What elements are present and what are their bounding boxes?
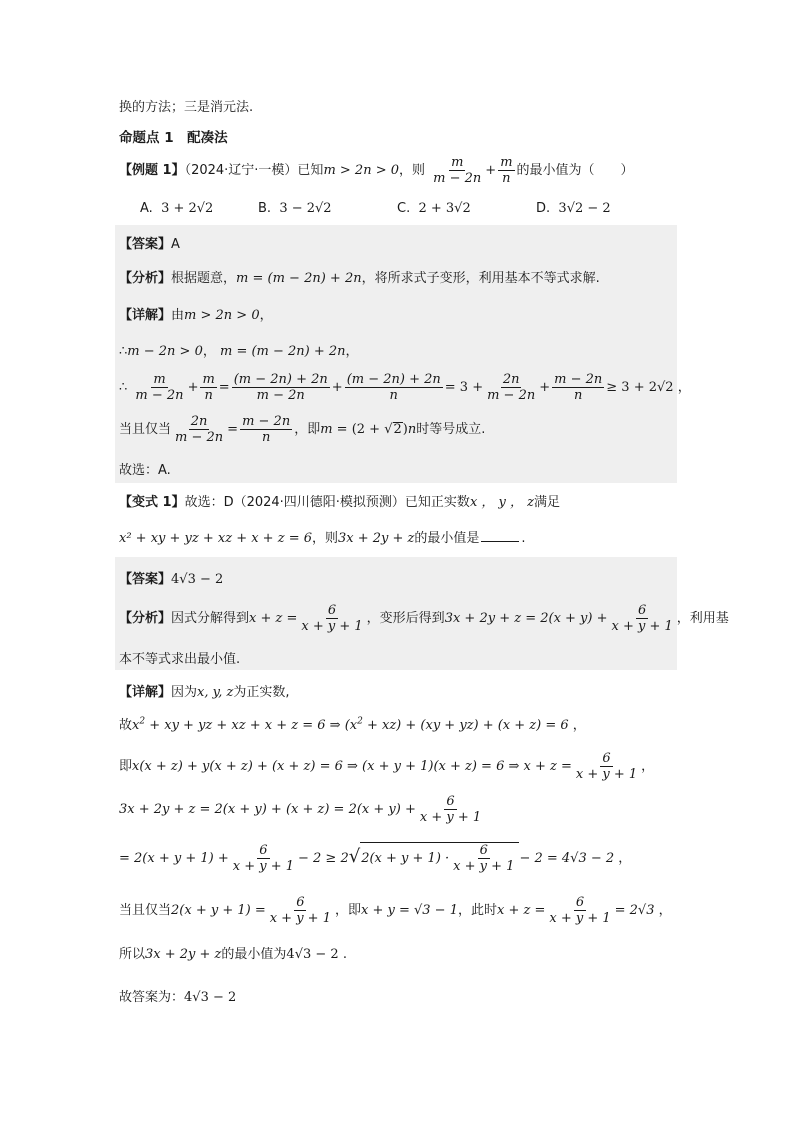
variant1-question-line1: 【变式 1】故选：D（2024·四川德阳·模拟预测）已知正实数x ， y ， z满足 — [119, 495, 561, 510]
example1-choose: 故选：A. — [119, 463, 171, 478]
variant1-final: 故答案为：4√3 − 2 — [119, 990, 237, 1005]
variant1-step6: 所以3x + 2y + z的最小值为4√3 − 2 . — [119, 947, 347, 962]
expr-fraction: $\frac{m}{n}$ — [500, 155, 513, 186]
example1-suffix: 的最小值为（ ） — [516, 163, 634, 178]
example1-answer: 【答案】A — [119, 237, 180, 252]
intro-line: 换的方法；三是消元法. — [119, 100, 254, 115]
example1-step3: ∴ $\frac{m}{m - 2n}$ + $\frac{m}{n}$ = $\frac{(m - 2n) + 2n}{m - 2n}$ + $\frac{(m - 2n) + 2n}{n}$ = 3 + $\frac{2n}{m - 2n}$ + $\frac{m - 2n}{n}$ ≥ 3 + 2√2 ， — [119, 372, 691, 403]
example1-analysis: 【分析】根据题意，m = (m − 2n) + 2n，将所求式子变形，利用基本不等式求解. — [119, 271, 600, 286]
example1-question: 【例题 1】（2024·辽宁·一模）已知m > 2n > 0，则 $\frac{m}{m - 2n}$ + $\frac{m}{n}$ 的最小值为（ ） — [119, 155, 634, 186]
example1-then: ，则 — [399, 163, 426, 178]
option-a: A. 3 + 2√2 — [140, 201, 214, 216]
section-title: 命题点 1 配凑法 — [119, 130, 228, 146]
option-c: C. 2 + 3√2 — [397, 201, 471, 216]
variant1-step3: 3x + 2y + z = 2(x + y) + (x + z) = 2(x + y) + $\frac{6}{x + y + 1}$ — [119, 794, 482, 825]
variant1-step2: 即x(x + z) + y(x + z) + (x + z) = 6 ⇒ (x + y + 1)(x + z) = 6 ⇒ x + z = $\frac{6}{x + y + 1}$ ， — [119, 751, 655, 782]
variant1-answer: 【答案】4√3 − 2 — [119, 572, 224, 587]
example1-detail: 【详解】由m > 2n > 0， — [119, 308, 273, 323]
variant1-question-line2: x² + xy + yz + xz + x + z = 6，则3x + 2y + z的最小值是 . — [119, 531, 526, 546]
variant1-analysis-line2: 本不等式求出最小值. — [119, 652, 241, 667]
variant1-analysis: 【分析】因式分解得到x + z = $\frac{6}{x + y + 1}$ ，变形后得到3x + 2y + z = 2(x + y) + $\frac{6}{x + y + 1}$ ，利用基 — [119, 603, 729, 634]
variant1-step4: = 2(x + y + 1) + $\frac{6}{x + y + 1}$ − 2 ≥ 2√2(x + y + 1) · $\frac{6}{x + y + 1}$ − 2 = 4√3 − 2 ， — [119, 843, 632, 874]
variant1-step1: 故$x^2$ + xy + yz + xz + x + z = 6 ⇒ $(x^2 + xz) + (xy + yz) + (x + z) = 6$ ， — [119, 716, 586, 733]
example1-step2: ∴m − 2n > 0， m = (m − 2n) + 2n， — [119, 344, 359, 359]
expr-fraction: $\frac{m}{m - 2n}$ — [433, 155, 482, 186]
example1-equality: 当且仅当 $\frac{2n}{m - 2n}$ = $\frac{m - 2n}{n}$ ，即m = (2 + √2)n时等号成立. — [119, 414, 486, 445]
variant1-step5: 当且仅当2(x + y + 1) = $\frac{6}{x + y + 1}$ ，即x + y = √3 − 1，此时x + z = $\frac{6}{x + y + 1}$ = 2√3 ， — [119, 895, 672, 926]
variant1-detail: 【详解】因为x, y, z为正实数, — [119, 685, 290, 700]
example1-condition: m > 2n > 0 — [323, 163, 399, 178]
option-d: D. 3√2 − 2 — [536, 201, 611, 216]
answer-blank — [481, 541, 519, 542]
option-b: B. 3 − 2√2 — [258, 201, 332, 216]
example1-source: （2024·辽宁·一模）已知 — [184, 163, 324, 178]
example1-label: 【例题 1】 — [119, 163, 185, 178]
